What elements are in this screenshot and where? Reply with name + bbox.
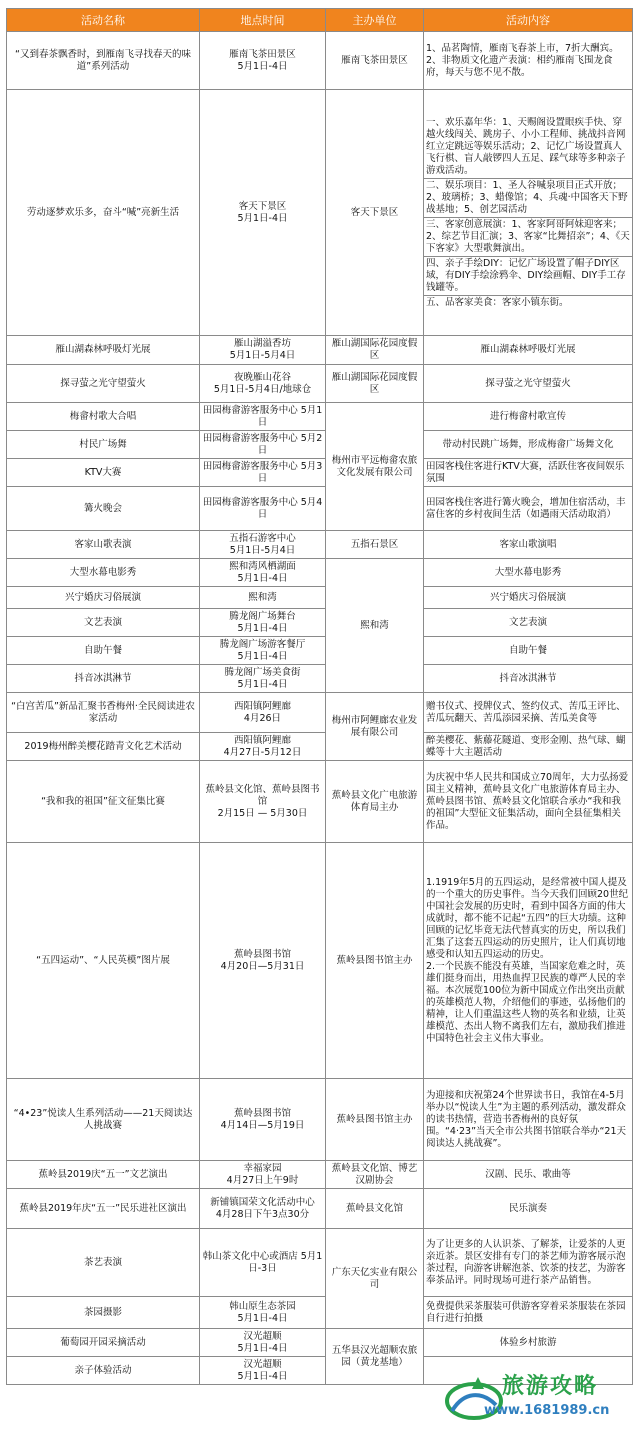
table-row [7, 733, 633, 761]
cell-place: 蕉岭县图书馆 4月20日—5月31日 [200, 843, 326, 1079]
cell-name: 劳动逐梦欢乐多，奋斗“喊”亮新生活 [7, 90, 200, 336]
cell-name: 茶艺表演 [7, 1229, 200, 1297]
table-row [7, 459, 633, 487]
table-row [7, 403, 633, 431]
cell-name: 茶园摄影 [7, 1297, 200, 1329]
cell-place: 田园梅畲游客服务中心 5月4日 [200, 487, 326, 531]
cell-name: 村民广场舞 [7, 431, 200, 459]
cell-content: 1、品茗陶情，雁南飞春茶上市，7折大酬宾。 2、非物质文化遗产表演：相约雁南飞围龙食府，每天与您不见不散。 [424, 32, 633, 90]
content-part: 三、客家创意展演：1、客家阿哥阿妹迎客来；2、综艺节目汇演；3、客家“比舞招亲”；4、《天下客家》大型歌舞演出。 [424, 217, 632, 256]
cell-content [424, 90, 633, 336]
cell-content: 为了让更多的人认识茶、了解茶，让爱茶的人更亲近茶。景区安排有专门的茶艺师为游客展示泡茶过程，向游客讲解泡茶、饮茶的技艺，为游客奉茶品评。同时现场可进行茶产品销售。 [424, 1229, 633, 1297]
table-row [7, 693, 633, 733]
cell-place: 腾龙阁广场美食街 5月1日-4日 [200, 665, 326, 693]
cell-name: 梅畲村歌大合唱 [7, 403, 200, 431]
header-organizer: 主办单位 [326, 9, 424, 32]
cell-content: 赠书仪式、授牌仪式、签约仪式、苦瓜王评比、苦瓜玩翻天、苦瓜添园采摘、苦瓜美食等 [424, 693, 633, 733]
cell-place: 蕉岭县文化馆、蕉岭县图书馆 2月15日 — 5月30日 [200, 761, 326, 843]
header-content: 活动内容 [424, 9, 633, 32]
table-row [7, 1229, 633, 1297]
cell-place: 雁山湖溢香坊 5月1日-5月4日 [200, 336, 326, 365]
activity-table [6, 8, 633, 1385]
content-part: 一、欢乐嘉年华：1、天赐阁设置眼疾手快、穿越火线闯关、跳房子、小小工程师、挑战抖音网红立定跳远等娱乐活动；2、记忆广场设置真人飞行棋、盲人敲锣四人五足、踩气球等多种亲子游戏活动。 [426, 116, 626, 176]
cell-content: 体验乡村旅游 [424, 1329, 633, 1357]
cell-place: 韩山茶文化中心或酒店 5月1日-3日 [200, 1229, 326, 1297]
cell-org: 蕉岭县文化馆 [326, 1189, 424, 1229]
cell-org: 蕉岭县图书馆主办 [326, 843, 424, 1079]
cell-place: 西阳镇阿鲤廊 4月27日-5月12日 [200, 733, 326, 761]
cell-org: 雁山湖国际花园度假区 [326, 336, 424, 365]
cell-content: 探寻萤之光守望萤火 [424, 365, 633, 403]
table-row [7, 365, 633, 403]
cell-place: 汉光超顺 5月1日-4日 [200, 1357, 326, 1385]
cell-name: 文艺表演 [7, 609, 200, 637]
table-header-row [7, 9, 633, 32]
header-activity-name: 活动名称 [7, 9, 200, 32]
cell-name: 抖音冰淇淋节 [7, 665, 200, 693]
watermark [444, 1369, 634, 1427]
table-row [7, 1329, 633, 1357]
cell-place: 雁南飞茶田景区 5月1日-4日 [200, 32, 326, 90]
cell-place: 蕉岭县图书馆 4月14日—5月19日 [200, 1079, 326, 1161]
table-row [7, 531, 633, 559]
cell-name: “4•23”悦读人生系列活动——21天阅读达人挑战赛 [7, 1079, 200, 1161]
cell-content: 客家山歌演唱 [424, 531, 633, 559]
cell-place: 夜晚雁山花谷 5月1日-5月4日/地球仓 [200, 365, 326, 403]
cell-org: 广东天亿实业有限公司 [326, 1229, 424, 1329]
cell-name: 蕉岭县2019庆“五一”文艺演出 [7, 1161, 200, 1189]
watermark-url: www.1681989.cn [484, 1403, 610, 1418]
cell-name: 探寻萤之光守望萤火 [7, 365, 200, 403]
cell-content: 1.1919年5月的五四运动，是经常被中国人提及的一个重大的历史事件。当今天我们回顾20世纪中国社会发展的历史时，看到中国各方面的伟大成就时，都不能不记起“五四”的巨大功绩。这种回顾的记忆毕竟无法代替真实的历史，所以我们汇集了这套五四运动的历史照片，让人们真切地感受和认知五四运动的历史。 2.一个民族不能没有英雄，当国家危难之时，英雄们挺身而出，用热血捍卫民族的尊严人民的幸福。本次展览100位为新中国成立作出突出贡献的英雄模范人物，介绍他们的事迹，弘扬他们的精神，让人们重温这些人物的英名和业绩，让英雄模范、杰出人物不离我们左右，激励我们推进中国特色社会主义伟大事业。 [424, 843, 633, 1079]
cell-org: 蕉岭县图书馆主办 [326, 1079, 424, 1161]
table-row [7, 90, 633, 336]
table-row [7, 637, 633, 665]
watermark-title: 旅游攻略 [502, 1373, 599, 1399]
table-row [7, 431, 633, 459]
cell-content: 醉美樱花、紫藤花隧道、变形金刚、热气球、蝴蝶等十大主题活动 [424, 733, 633, 761]
cell-org: 五指石景区 [326, 531, 424, 559]
content-part: 四、亲子手绘DIY：记忆广场设置了帽子DIY区域，有DIY手绘涂鸦伞、DIY绘画帽、DIY手工存钱罐等。 [424, 256, 632, 295]
cell-name: 亲子体验活动 [7, 1357, 200, 1385]
cell-name: “我和我的祖国”征文征集比赛 [7, 761, 200, 843]
cell-name: 葡萄园开园采摘活动 [7, 1329, 200, 1357]
cell-org: 熙和湾 [326, 559, 424, 693]
cell-place: 田园梅畲游客服务中心 5月3日 [200, 459, 326, 487]
cell-content: 田园客栈住客进行KTV大赛，活跃住客夜间娱乐氛围 [424, 459, 633, 487]
table-row [7, 1079, 633, 1161]
cell-place: 新铺镇国荣文化活动中心 4月28日下午3点30分 [200, 1189, 326, 1229]
content-part: 五、品客家美食：客家小镇东街。 [424, 295, 632, 310]
cell-org: 雁山湖国际花园度假区 [326, 365, 424, 403]
cell-content: 田园客栈住客进行篝火晚会，增加住宿活动，丰富住客的乡村夜间生活（如遇雨天活动取消） [424, 487, 633, 531]
cell-place: 腾龙阁广场游客餐厅 5月1日-4日 [200, 637, 326, 665]
cell-content: 免费提供采茶服装可供游客穿着采茶服装在茶园自行进行拍摄 [424, 1297, 633, 1329]
header-place-time: 地点时间 [200, 9, 326, 32]
cell-content: 进行梅畲村歌宣传 [424, 403, 633, 431]
cell-content: 自助午餐 [424, 637, 633, 665]
table-row [7, 665, 633, 693]
cell-place: 田园梅畲游客服务中心 5月1日 [200, 403, 326, 431]
cell-org: 蕉岭县文化广电旅游体育局主办 [326, 761, 424, 843]
cell-name: “白宫苦瓜”新品汇聚书香梅州·全民阅读进农家活动 [7, 693, 200, 733]
cell-name: “五四运动”、“人民英模”图片展 [7, 843, 200, 1079]
cell-place: 熙和湾 [200, 587, 326, 609]
cell-org: 五华县汉光超顺农旅园（黄龙基地） [326, 1329, 424, 1385]
table-row [7, 32, 633, 90]
cell-content: 汉剧、民乐、歌曲等 [424, 1161, 633, 1189]
cell-content: 民乐演奏 [424, 1189, 633, 1229]
cell-place: 五指石游客中心 5月1日-5月4日 [200, 531, 326, 559]
cell-content: 为庆祝中华人民共和国成立70周年，大力弘扬爱国主义精神，蕉岭县文化广电旅游体育局主办、蕉岭县图书馆、蕉岭县文化馆联合承办“我和我的祖国”大型征文征集活动，面向全县征集相关作品。 [424, 761, 633, 843]
cell-content: 为迎接和庆祝第24个世界读书日，我馆在4-5月举办以“悦读人生”为主题的系列活动，激发群众的读书热情，营造书香梅州的良好氛围。“4·23”当天全市公共图书馆联合举办“21天阅读达人挑战赛”。 [424, 1079, 633, 1161]
cell-name: “又到春茶飘香时，到雁南飞寻找春天的味道”系列活动 [7, 32, 200, 90]
cell-name: 篝火晚会 [7, 487, 200, 531]
cell-content: 雁山湖森林呼吸灯光展 [424, 336, 633, 365]
cell-org: 蕉岭县文化馆、博艺汉剧协会 [326, 1161, 424, 1189]
cell-content: 文艺表演 [424, 609, 633, 637]
cell-place: 腾龙阁广场舞台 5月1日-4日 [200, 609, 326, 637]
cell-org: 梅州市阿鲤廊农业发展有限公司 [326, 693, 424, 761]
cell-place: 熙和湾风栖湖面 5月1日-4日 [200, 559, 326, 587]
content-part: 二、娱乐项目：1、圣人谷喊泉项目正式开放；2、玻璃桥；3、蜡像馆；4、兵魂·中国客天下野战基地；5、创艺园活动 [424, 178, 632, 217]
cell-place: 韩山原生态茶园 5月1日-4日 [200, 1297, 326, 1329]
cell-place: 田园梅畲游客服务中心 5月2日 [200, 431, 326, 459]
table-row [7, 587, 633, 609]
cell-place: 西阳镇阿鲤廊 4月26日 [200, 693, 326, 733]
cell-content: 抖音冰淇淋节 [424, 665, 633, 693]
table-row [7, 487, 633, 531]
cell-place: 客天下景区 5月1日-4日 [200, 90, 326, 336]
table-row [7, 1161, 633, 1189]
cell-org: 梅州市平远梅畲农旅文化发展有限公司 [326, 403, 424, 531]
cell-name: 客家山歌表演 [7, 531, 200, 559]
cell-name: 自助午餐 [7, 637, 200, 665]
cell-place: 幸福家园 4月27日上午9时 [200, 1161, 326, 1189]
cell-content: 带动村民跳广场舞，形成梅畲广场舞文化 [424, 431, 633, 459]
cell-name: 2019梅州醉美樱花踏青文化艺术活动 [7, 733, 200, 761]
table-row [7, 1297, 633, 1329]
cell-org: 雁南飞茶田景区 [326, 32, 424, 90]
cell-place: 汉光超顺 5月1日-4日 [200, 1329, 326, 1357]
cell-content: 兴宁婚庆习俗展演 [424, 587, 633, 609]
table-row [7, 843, 633, 1079]
table-row [7, 609, 633, 637]
cell-name: 雁山湖森林呼吸灯光展 [7, 336, 200, 365]
cell-name: KTV大赛 [7, 459, 200, 487]
cell-content: 大型水幕电影秀 [424, 559, 633, 587]
table-row [7, 336, 633, 365]
table-row [7, 1189, 633, 1229]
table-row [7, 761, 633, 843]
cell-name: 蕉岭县2019年庆“五一”民乐进社区演出 [7, 1189, 200, 1229]
cell-name: 兴宁婚庆习俗展演 [7, 587, 200, 609]
cell-org: 客天下景区 [326, 90, 424, 336]
table-row [7, 559, 633, 587]
cell-name: 大型水幕电影秀 [7, 559, 200, 587]
